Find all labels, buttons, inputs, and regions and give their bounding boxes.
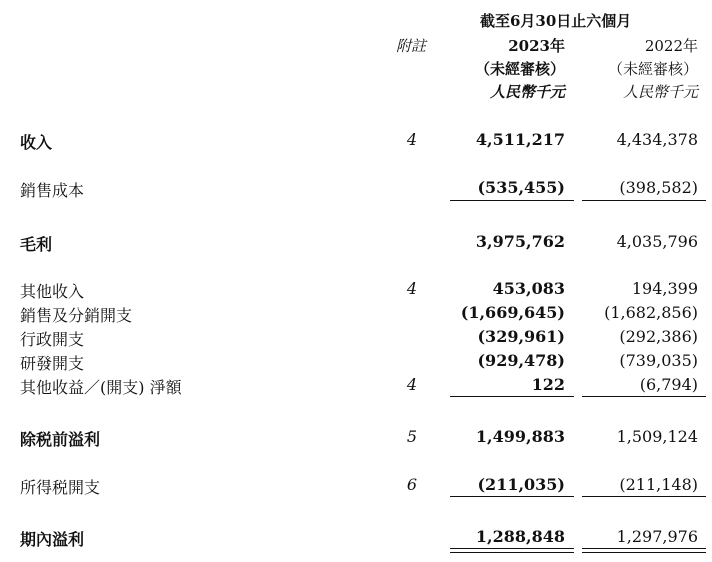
- row-note-income-tax: 6: [406, 475, 418, 494]
- row-current-cost-of-sales: (535,455): [477, 178, 565, 197]
- unaudited-current-header: （未經審核）: [474, 60, 565, 78]
- total-double-rule-prior-bottom: [582, 552, 706, 553]
- row-label-selling-distribution: 銷售及分銷開支: [20, 306, 133, 325]
- subtotal-rule-current: [450, 200, 574, 201]
- row-current-profit-for-period: 1,288,848: [475, 527, 565, 546]
- row-note-revenue: 4: [406, 130, 418, 149]
- row-current-profit-before-tax: 1,499,883: [475, 427, 565, 446]
- row-prior-profit-for-period: 1,297,976: [616, 527, 698, 546]
- row-label-research-development: 研發開支: [20, 354, 85, 373]
- row-prior-research-development: (739,035): [619, 351, 698, 370]
- row-prior-other-income: 194,399: [631, 279, 698, 298]
- subtotal-rule-prior: [582, 496, 706, 497]
- row-current-administrative: (329,961): [477, 327, 565, 346]
- row-note-other-income: 4: [406, 279, 418, 298]
- row-label-administrative: 行政開支: [20, 330, 85, 349]
- row-current-income-tax: (211,035): [477, 475, 565, 494]
- row-prior-cost-of-sales: (398,582): [619, 178, 698, 197]
- row-label-other-income: 其他收入: [20, 282, 85, 301]
- year-current-header: 2023年: [508, 37, 565, 55]
- row-current-other-income: 453,083: [492, 279, 565, 298]
- row-current-research-development: (929,478): [477, 351, 565, 370]
- row-label-other-gains-net: 其他收益／(開支) 淨額: [20, 378, 182, 397]
- row-label-cost-of-sales: 銷售成本: [20, 181, 85, 200]
- unaudited-prior-header: （未經審核）: [607, 60, 698, 78]
- row-label-revenue: 收入: [20, 133, 53, 152]
- unit-prior-header: 人民幣千元: [622, 83, 698, 101]
- row-prior-income-tax: (211,148): [619, 475, 698, 494]
- row-prior-gross-profit: 4,035,796: [616, 232, 698, 251]
- row-prior-other-gains-net: (6,794): [639, 375, 698, 394]
- row-prior-revenue: 4,434,378: [616, 130, 698, 149]
- subtotal-rule-prior: [582, 200, 706, 201]
- row-current-revenue: 4,511,217: [475, 130, 565, 149]
- row-note-profit-before-tax: 5: [406, 427, 418, 446]
- row-label-profit-for-period: 期內溢利: [20, 530, 85, 549]
- row-label-profit-before-tax: 除税前溢利: [20, 430, 101, 449]
- period-header: 截至6月30日止六個月: [480, 12, 632, 30]
- row-prior-selling-distribution: (1,682,856): [604, 303, 698, 322]
- total-double-rule-current-bottom: [450, 552, 574, 553]
- unit-current-header: 人民幣千元: [489, 83, 565, 101]
- row-current-selling-distribution: (1,669,645): [460, 303, 565, 322]
- row-prior-profit-before-tax: 1,509,124: [616, 427, 698, 446]
- row-label-income-tax: 所得税開支: [20, 478, 101, 497]
- row-label-gross-profit: 毛利: [20, 235, 53, 254]
- note-column-header: 附註: [396, 37, 427, 55]
- total-double-rule-current-top: [450, 548, 574, 549]
- row-prior-administrative: (292,386): [619, 327, 698, 346]
- total-double-rule-prior-top: [582, 548, 706, 549]
- subtotal-rule-prior: [582, 396, 706, 397]
- subtotal-rule-current: [450, 496, 574, 497]
- year-prior-header: 2022年: [644, 37, 698, 55]
- subtotal-rule-current: [450, 396, 574, 397]
- row-current-other-gains-net: 122: [531, 375, 565, 394]
- row-current-gross-profit: 3,975,762: [475, 232, 565, 251]
- row-note-other-gains-net: 4: [406, 375, 418, 394]
